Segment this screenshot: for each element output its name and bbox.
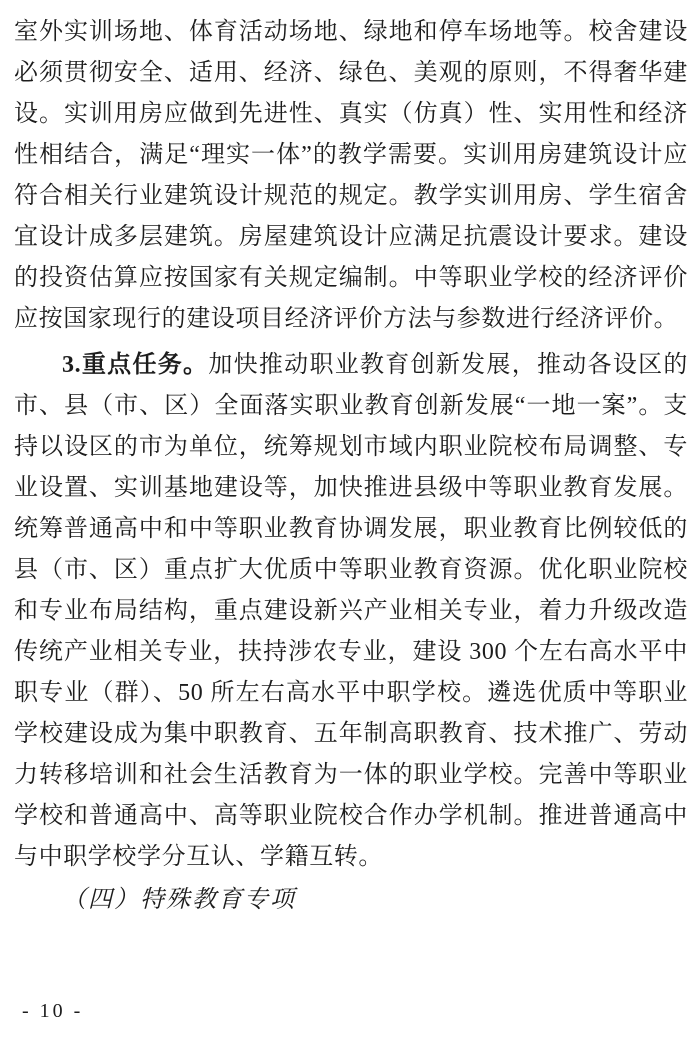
key-tasks-body-text: 加快推动职业教育创新发展，推动各设区的市、县（市、区）全面落实职业教育创新发展“一地一案”。支持以设区的市为单位，统筹规划市域内职业院校布局调整、专业设置、实训基地建设等，加快推进县级中等职业教育发展。统筹普通高中和中等职业教育协调发展，职业教育比例较低的县（市、区）重点扩大优质中等职业教育资源。优化职业院校和专业布局结构，重点建设新兴产业相关专业，着力升级改造传统产业相关专业，扶持涉农专业，建设 300 个左右高水平中职专业（群）、50 所左右高水平中职学校。遴选优质中等职业学校建设成为集中职教育、五年制高职教育、技术推广、劳动力转移培训和社会生活教育为一体的职业学校。完善中等职业学校和普通高中、高等职业院校合作办学机制。推进普通高中与中职学校学分互认、学籍互转。 (14, 352, 689, 870)
section-heading-special-education: （四）特殊教育专项 (62, 887, 296, 913)
paragraph-key-tasks (14, 345, 688, 878)
document-body (14, 12, 688, 921)
page-number: - 10 - (22, 1000, 84, 1022)
paragraph-campus-construction: 室外实训场地、体育活动场地、绿地和停车场地等。校舍建设必须贯彻安全、适用、经济、绿色、美观的原则，不得奢华建设。实训用房应做到先进性、真实（仿真）性、实用性和经济性相结合，满足“理实一体”的教学需要。实训用房建筑设计应符合相关行业建筑设计规范的规定。教学实训用房、学生宿舍宜设计成多层建筑。房屋建筑设计应满足抗震设计要求。建设的投资估算应按国家有关规定编制。中等职业学校的经济评价应按国家现行的建设项目经济评价方法与参数进行经济评价。 (14, 19, 688, 332)
key-tasks-bold-label: 3.重点任务。 (62, 352, 209, 378)
